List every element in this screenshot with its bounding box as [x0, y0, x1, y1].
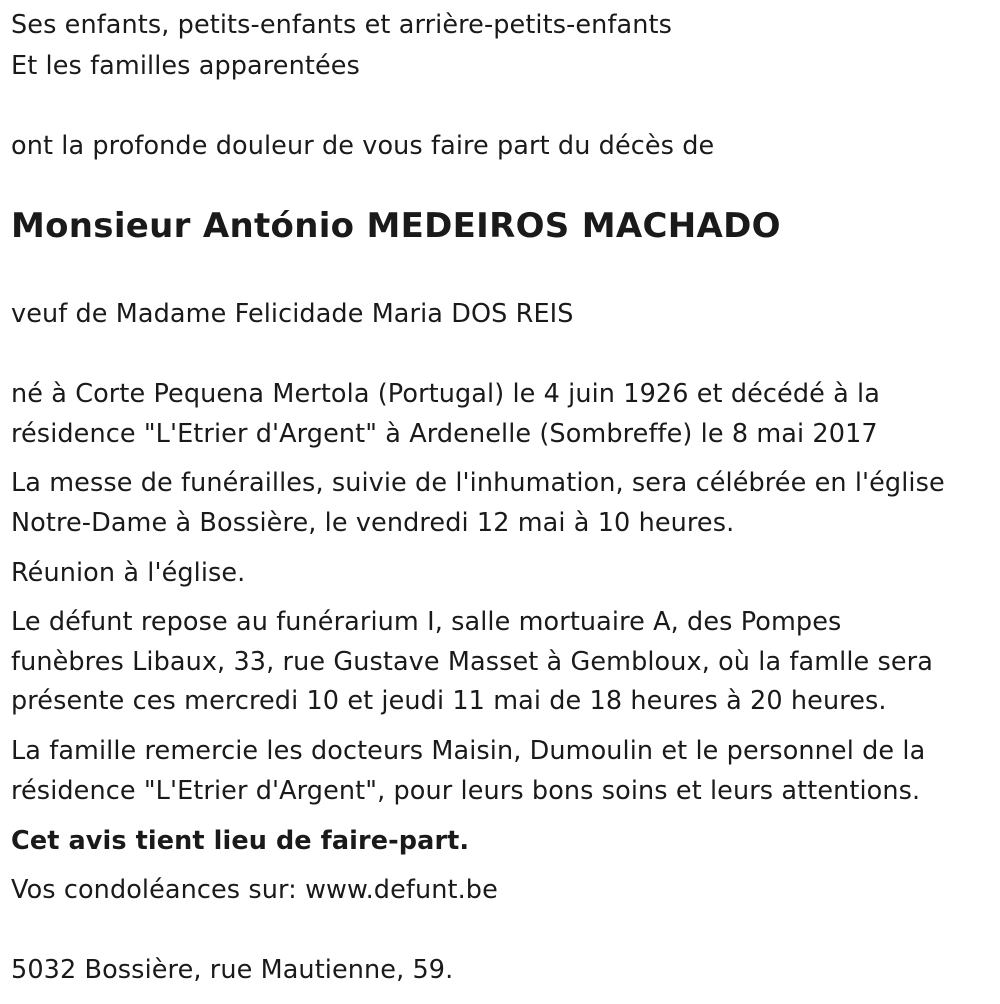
deceased-name: Monsieur António MEDEIROS MACHADO [11, 206, 781, 246]
notice-text: Cet avis tient lieu de faire-part. [11, 826, 470, 856]
announcement-text: ont la profonde douleur de vous faire part du décès de [11, 131, 715, 161]
family-line-1: Ses enfants, petits-enfants et arrière-petits-enfants [11, 10, 672, 40]
birth-death-line-1: né à Corte Pequena Mertola (Portugal) le 4 juin 1926 et décédé à la [11, 379, 880, 409]
address-text: 5032 Bossière, rue Mautienne, 59. [11, 955, 454, 985]
meeting-text: Réunion à l'église. [11, 558, 246, 588]
family-line-2: Et les familles apparentées [11, 51, 360, 81]
viewing-line-1: Le défunt repose au funérarium I, salle mortuaire A, des Pompes [11, 607, 842, 637]
birth-death-line-2: résidence "L'Etrier d'Argent" à Ardenelle (Sombreffe) le 8 mai 2017 [11, 419, 878, 449]
viewing-line-3: présente ces mercredi 10 et jeudi 11 mai de 18 heures à 20 heures. [11, 686, 887, 716]
funeral-mass-line-2: Notre-Dame à Bossière, le vendredi 12 mai à 10 heures. [11, 508, 735, 538]
viewing-line-2: funèbres Libaux, 33, rue Gustave Masset à Gembloux, où la famlle sera [11, 647, 933, 677]
condolences-text: Vos condoléances sur: www.defunt.be [11, 875, 498, 905]
thanks-line-1: La famille remercie les docteurs Maisin, Dumoulin et le personnel de la [11, 736, 926, 766]
thanks-line-2: résidence "L'Etrier d'Argent", pour leurs bons soins et leurs attentions. [11, 776, 921, 806]
funeral-mass-line-1: La messe de funérailles, suivie de l'inhumation, sera célébrée en l'église [11, 468, 945, 498]
widow-of-text: veuf de Madame Felicidade Maria DOS REIS [11, 299, 574, 329]
